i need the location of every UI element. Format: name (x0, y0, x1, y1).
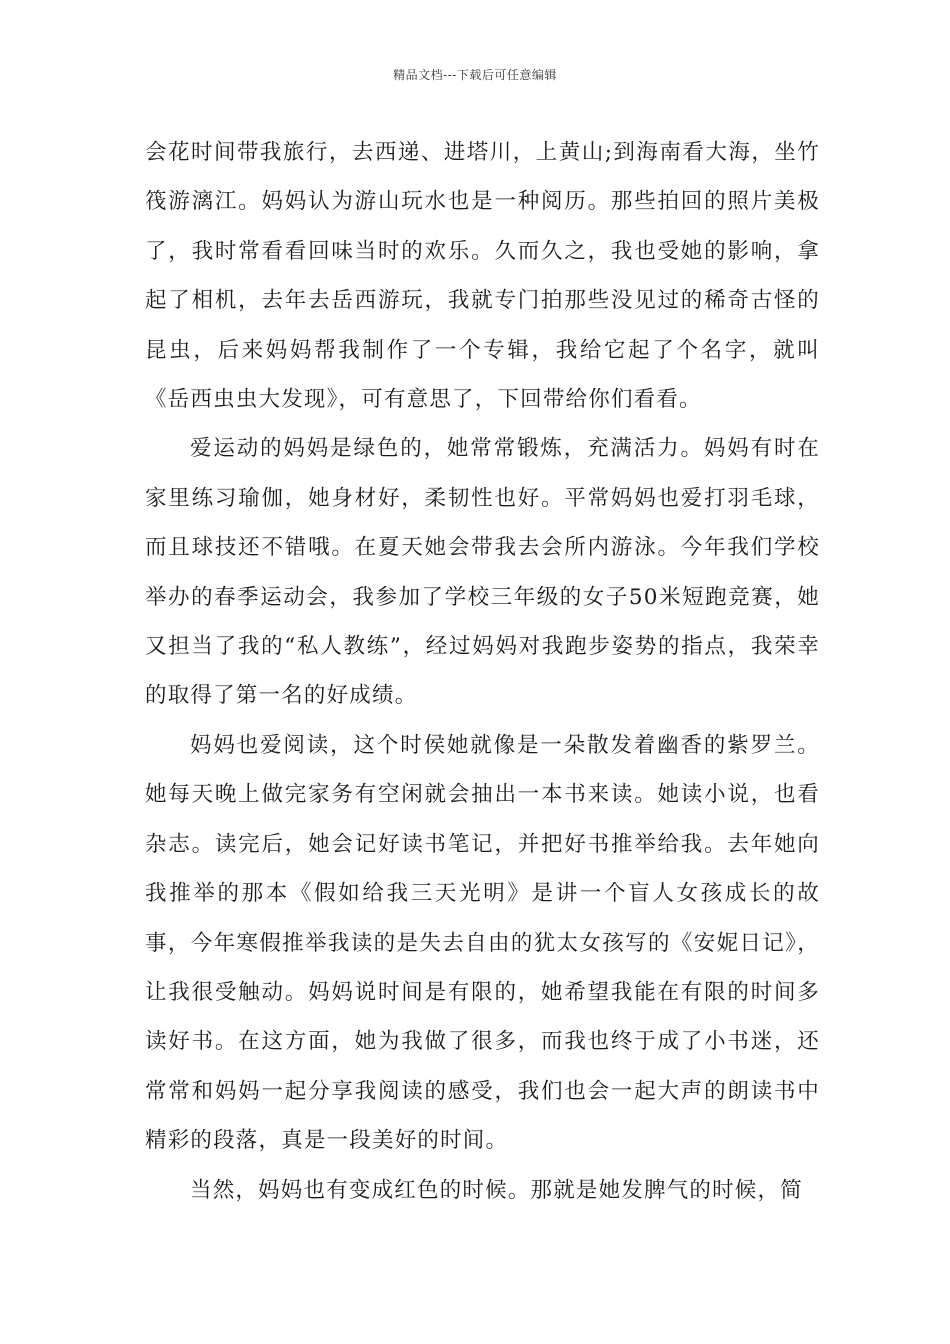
page-header: 精品文档---下载后可任意编辑 (393, 68, 557, 82)
paragraph: 爱运动的妈妈是绿色的，她常常锻炼，充满活力。妈妈有时在家里练习瑜伽，她身材好，柔韧性也好。平常妈妈也爱打羽毛球，而且球技还不错哦。在夏天她会带我去会所内游泳。今年我们学校举办的春季运动会，我参加了学校三年级的女子50米短跑竞赛，她又担当了我的“私人教练”，经过妈妈对我跑步姿势的指点，我荣幸的取得了第一名的好成绩。 (145, 436, 820, 709)
document-body (145, 128, 820, 1215)
paragraph: 会花时间带我旅行，去西递、进塔川，上黄山;到海南看大海，坐竹筏游漓江。妈妈认为游山玩水也是一种阅历。那些拍回的照片美极了，我时常看看回味当时的欢乐。久而久之，我也受她的影响，拿起了相机，去年去岳西游玩，我就专门拍那些没见过的稀奇古怪的昆虫，后来妈妈帮我制作了一个专辑，我给它起了个名字，就叫《岳西虫虫大发现》，可有意思了，下回带给你们看看。 (145, 140, 820, 413)
paragraph: 当然，妈妈也有变成红色的时候。那就是她发脾气的时候，简 (190, 1177, 803, 1203)
paragraph: 妈妈也爱阅读，这个时侯她就像是一朵散发着幽香的紫罗兰。她每天晚上做完家务有空闲就会抽出一本书来读。她读小说，也看杂志。读完后，她会记好读书笔记，并把好书推举给我。去年她向我推举的那本《假如给我三天光明》是讲一个盲人女孩成长的故事，今年寒假推举我读的是失去自由的犹太女孩写的《安妮日记》，让我很受触动。妈妈说时间是有限的，她希望我能在有限的时间多读好书。在这方面，她为我做了很多，而我也终于成了小书迷，还常常和妈妈一起分享我阅读的感受，我们也会一起大声的朗读书中精彩的段落，真是一段美好的时间。 (145, 732, 820, 1154)
